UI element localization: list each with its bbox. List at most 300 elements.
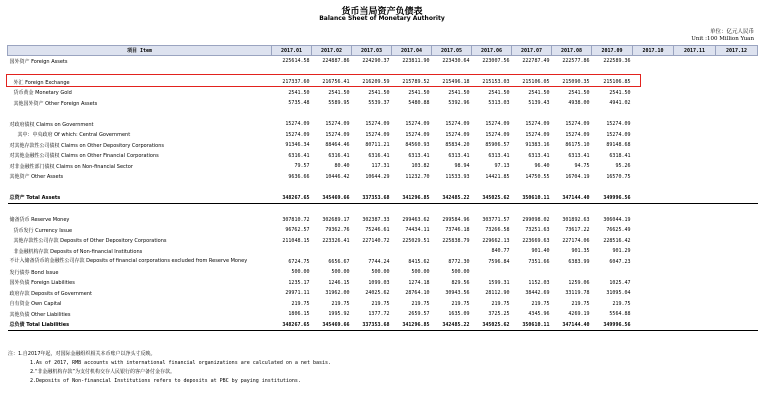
table-row <box>8 236 758 247</box>
row-label: 对其他金融性公司债权 Claims on Other Financial Corporations <box>9 153 159 160</box>
table-cell: 303771.57 <box>482 216 510 223</box>
table-cell: 349996.56 <box>592 320 633 331</box>
table-cell <box>716 151 758 162</box>
table-cell: 15274.09 <box>325 131 350 138</box>
table-cell: 86175.10 <box>565 142 590 149</box>
column-header: 2017.03 <box>352 46 392 56</box>
table-cell: 500.00 <box>411 269 430 276</box>
table-cell <box>633 288 674 299</box>
table-cell: 91383.16 <box>525 142 550 149</box>
table-cell: 211048.15 <box>282 237 310 244</box>
table-cell: 96.40 <box>534 163 550 170</box>
table-cell: 11232.70 <box>405 173 430 180</box>
table-row <box>8 193 758 204</box>
table-cell: 219.75 <box>451 300 470 307</box>
table-cell: 4941.02 <box>609 100 631 107</box>
column-header-item: 项目 Item <box>8 46 272 56</box>
table-cell: 15274.09 <box>285 131 310 138</box>
table-cell <box>633 77 674 88</box>
table-cell: 31095.04 <box>606 290 631 297</box>
table-cell <box>633 299 674 310</box>
table-cell <box>633 257 674 268</box>
table-cell: 15274.09 <box>525 131 550 138</box>
table-cell: 15274.09 <box>405 131 430 138</box>
table-cell: 500.00 <box>331 269 350 276</box>
table-row <box>8 288 758 299</box>
table-cell <box>392 246 432 257</box>
table-cell: 6313.41 <box>528 152 550 159</box>
table-cell: 500.00 <box>371 269 390 276</box>
table-cell: 219.75 <box>371 300 390 307</box>
unit-cn: 单位：亿元人民币 <box>709 29 754 35</box>
row-label: 国外负债 Foreign Liabilities <box>9 280 75 287</box>
table-cell <box>674 236 716 247</box>
table-cell: 219.75 <box>531 300 550 307</box>
table-cell: 2541.50 <box>528 89 550 96</box>
table-cell: 829.56 <box>451 279 470 286</box>
table-cell <box>633 215 674 226</box>
table-cell <box>674 257 716 268</box>
table-cell: 215789.52 <box>402 79 430 86</box>
table-row <box>8 140 758 151</box>
table-cell: 223007.56 <box>482 58 510 65</box>
table-cell <box>674 172 716 183</box>
table-cell: 84560.93 <box>405 142 430 149</box>
table-cell <box>674 320 716 331</box>
table-row <box>8 267 758 278</box>
table-cell: 6047.23 <box>609 258 631 265</box>
table-cell <box>674 161 716 172</box>
table-cell <box>716 288 758 299</box>
table-cell: 222787.49 <box>522 58 550 65</box>
table-cell: 2541.50 <box>488 89 510 96</box>
table-cell: 1377.72 <box>368 311 390 318</box>
table-cell <box>633 161 674 172</box>
table-cell <box>633 130 674 141</box>
table-cell: 5139.43 <box>528 100 550 107</box>
table-cell: 73251.63 <box>525 227 550 234</box>
table-cell: 80711.21 <box>365 142 390 149</box>
table-cell: 223430.64 <box>442 58 470 65</box>
table-cell: 30943.56 <box>445 290 470 297</box>
row-spacer <box>8 182 758 193</box>
row-label: 其中：中央政府 Of which: Central Government <box>17 132 131 139</box>
table-row <box>8 151 758 162</box>
table-cell: 347144.40 <box>552 320 592 331</box>
table-cell <box>716 119 758 130</box>
row-spacer <box>8 109 758 120</box>
table-cell: 1025.47 <box>609 279 631 286</box>
table-cell: 215496.18 <box>442 79 470 86</box>
table-cell: 31962.00 <box>325 290 350 297</box>
table-cell: 301892.63 <box>562 216 590 223</box>
table-cell: 89148.68 <box>606 142 631 149</box>
unit-en: Unit :100 Million Yuan <box>691 36 754 42</box>
row-label: 总资产 Total Assets <box>8 193 272 204</box>
column-header: 2017.11 <box>674 46 716 56</box>
table-cell <box>633 320 674 331</box>
table-cell: 307810.72 <box>282 216 310 223</box>
table-cell: 229662.13 <box>482 237 510 244</box>
table-cell <box>716 56 758 67</box>
table-cell: 349996.56 <box>592 193 633 204</box>
table-cell <box>674 215 716 226</box>
table-cell <box>633 278 674 289</box>
row-label: 发行债券 Bond Issue <box>9 269 59 276</box>
table-cell: 225029.51 <box>402 237 430 244</box>
table-cell: 76625.49 <box>606 227 631 234</box>
table-cell: 224887.86 <box>322 58 350 65</box>
table-cell: 15274.09 <box>525 121 550 128</box>
table-cell: 1599.31 <box>488 279 510 286</box>
table-cell: 88464.46 <box>325 142 350 149</box>
table-cell: 6383.99 <box>568 258 590 265</box>
table-cell: 299584.96 <box>442 216 470 223</box>
footnote-line: 2.“非金融机构存款”为支付机构交存人民银行的客户备付金存款。 <box>30 369 175 375</box>
table-cell: 28764.10 <box>405 290 430 297</box>
table-cell: 85834.20 <box>445 142 470 149</box>
row-label: 其他国外资产 Other Foreign Assets <box>13 100 98 107</box>
table-cell: 79.57 <box>294 163 310 170</box>
table-cell: 350610.11 <box>512 193 552 204</box>
table-cell <box>716 161 758 172</box>
table-cell: 6318.41 <box>609 152 631 159</box>
table-row <box>8 278 758 289</box>
table-cell <box>716 88 758 99</box>
row-label: 不计入储备货币的金融性公司存款 Deposits of financial corporations excluded from Reserve Money <box>9 258 248 264</box>
table-cell: 94.75 <box>574 163 590 170</box>
table-cell: 14421.85 <box>485 173 510 180</box>
table-cell <box>633 309 674 320</box>
table-cell <box>674 151 716 162</box>
table-cell: 2541.50 <box>408 89 430 96</box>
table-row <box>8 320 758 331</box>
table-cell: 85906.57 <box>485 142 510 149</box>
table-cell: 225614.58 <box>282 58 310 65</box>
table-header-row <box>8 46 758 56</box>
table-cell: 224290.37 <box>362 58 390 65</box>
row-label: 储备货币 Reserve Money <box>9 217 70 224</box>
table-cell <box>716 257 758 268</box>
table-cell: 91346.34 <box>285 142 310 149</box>
table-cell <box>633 193 674 204</box>
column-header: 2017.07 <box>512 46 552 56</box>
table-cell <box>674 98 716 109</box>
table-cell <box>633 98 674 109</box>
row-spacer <box>8 67 758 78</box>
spacer-cell <box>8 109 758 120</box>
table-cell: 15274.09 <box>565 121 590 128</box>
table-cell: 7744.24 <box>368 258 390 265</box>
row-label: 货币发行 Currency Issue <box>13 227 73 234</box>
column-header: 2017.09 <box>592 46 633 56</box>
table-cell: 2541.50 <box>609 89 631 96</box>
table-cell: 2541.50 <box>368 89 390 96</box>
table-cell <box>512 267 552 278</box>
table-cell: 15274.09 <box>565 131 590 138</box>
table-cell: 5480.88 <box>408 100 430 107</box>
table-cell: 73617.22 <box>565 227 590 234</box>
table-cell: 1635.09 <box>448 311 470 318</box>
table-cell: 9636.66 <box>288 173 310 180</box>
table-cell: 222577.86 <box>562 58 590 65</box>
row-label: 对其他存款性公司债权 Claims on Other Depository Corporations <box>9 142 165 149</box>
table-row <box>8 119 758 130</box>
row-label: 其他负债 Other Liabilities <box>9 311 71 318</box>
table-cell: 4345.96 <box>528 311 550 318</box>
table-cell: 219.75 <box>291 300 310 307</box>
table-cell: 1152.03 <box>528 279 550 286</box>
table-cell: 5392.96 <box>448 100 470 107</box>
table-cell: 500.00 <box>451 269 470 276</box>
table-cell: 219.75 <box>411 300 430 307</box>
table-cell: 5589.95 <box>328 100 350 107</box>
table-cell: 6316.41 <box>328 152 350 159</box>
table-cell: 8415.62 <box>408 258 430 265</box>
row-label: 非金融机构存款 Deposits of Non-financial Institutions <box>13 248 143 255</box>
table-cell <box>716 193 758 204</box>
table-cell: 5539.37 <box>368 100 390 107</box>
table-cell: 28112.90 <box>485 290 510 297</box>
row-label: 对政府债权 Claims on Government <box>9 121 94 128</box>
row-label: 货币黄金 Monetary Gold <box>13 90 72 97</box>
table-cell: 222589.36 <box>603 58 631 65</box>
table-cell: 2541.50 <box>568 89 590 96</box>
table-cell: 345469.66 <box>312 320 352 331</box>
table-cell: 16570.75 <box>606 173 631 180</box>
table-row <box>8 130 758 141</box>
table-cell <box>633 267 674 278</box>
table-cell: 299098.02 <box>522 216 550 223</box>
table-cell: 2541.50 <box>288 89 310 96</box>
table-cell <box>716 77 758 88</box>
table-row <box>8 257 758 268</box>
table-cell <box>633 151 674 162</box>
spacer-cell <box>8 67 758 78</box>
table-cell <box>716 267 758 278</box>
row-spacer <box>8 204 758 215</box>
table-cell: 345469.66 <box>312 193 352 204</box>
column-header: 2017.08 <box>552 46 592 56</box>
table-cell: 500.00 <box>291 269 310 276</box>
table-cell: 73266.58 <box>485 227 510 234</box>
row-label: 对非金融性部门债权 Claims on Non-financial Sector <box>9 163 133 170</box>
table-cell: 6724.75 <box>288 258 310 265</box>
table-cell <box>716 278 758 289</box>
table-cell: 215106.05 <box>522 79 550 86</box>
table-cell: 215090.35 <box>562 79 590 86</box>
table-cell: 11533.93 <box>445 173 470 180</box>
footnotes <box>8 350 331 386</box>
table-cell: 15274.09 <box>445 131 470 138</box>
table-cell: 80.40 <box>334 163 350 170</box>
table-cell <box>716 172 758 183</box>
table-cell: 15274.09 <box>365 131 390 138</box>
table-cell <box>472 267 512 278</box>
table-cell <box>674 278 716 289</box>
table-cell: 5313.03 <box>488 100 510 107</box>
table-cell: 98.94 <box>454 163 470 170</box>
table-cell: 6313.41 <box>488 152 510 159</box>
table-cell <box>716 225 758 236</box>
table-cell: 216756.41 <box>322 79 350 86</box>
table-cell: 337353.68 <box>352 193 392 204</box>
table-cell: 901.35 <box>571 248 590 255</box>
table-cell: 15274.09 <box>365 121 390 128</box>
table-cell: 350610.11 <box>512 320 552 331</box>
table-cell: 33119.78 <box>565 290 590 297</box>
table-cell: 341296.85 <box>392 193 432 204</box>
table-cell: 227174.06 <box>562 237 590 244</box>
table-cell: 1235.17 <box>288 279 310 286</box>
table-cell: 1259.06 <box>568 279 590 286</box>
table-cell: 15274.09 <box>325 121 350 128</box>
table-cell <box>674 288 716 299</box>
table-cell <box>674 130 716 141</box>
table-cell <box>674 309 716 320</box>
table-cell <box>674 56 716 67</box>
table-cell: 15274.09 <box>606 121 631 128</box>
table-cell: 15274.09 <box>405 121 430 128</box>
table-cell <box>633 172 674 183</box>
table-cell <box>633 88 674 99</box>
table-row <box>8 246 758 257</box>
table-cell: 2541.50 <box>328 89 350 96</box>
table-cell: 24025.62 <box>365 290 390 297</box>
row-label: 外汇 Foreign Exchange <box>13 79 70 86</box>
column-header: 2017.12 <box>716 46 758 56</box>
table-cell: 15274.09 <box>485 131 510 138</box>
table-cell: 342485.22 <box>432 320 472 331</box>
table-cell <box>633 225 674 236</box>
table-cell: 1099.03 <box>368 279 390 286</box>
table-cell: 219.75 <box>612 300 631 307</box>
column-header: 2017.04 <box>392 46 432 56</box>
table-cell: 348267.65 <box>272 320 312 331</box>
table-cell: 2659.57 <box>408 311 430 318</box>
table-cell <box>716 309 758 320</box>
table-cell <box>674 267 716 278</box>
table-cell: 217337.60 <box>282 79 310 86</box>
balance-sheet-table <box>7 45 758 331</box>
table-cell <box>674 299 716 310</box>
table-cell: 29971.11 <box>285 290 310 297</box>
row-label: 国外资产 Foreign Assets <box>9 58 68 65</box>
table-row <box>8 172 758 183</box>
table-cell: 223811.90 <box>402 58 430 65</box>
column-header: 2017.06 <box>472 46 512 56</box>
table-cell <box>312 246 352 257</box>
table-cell: 219.75 <box>331 300 350 307</box>
table-cell: 345025.62 <box>472 193 512 204</box>
table-cell: 227140.72 <box>362 237 390 244</box>
table-cell: 1995.92 <box>328 311 350 318</box>
table-cell <box>633 246 674 257</box>
table-cell <box>674 119 716 130</box>
table-cell <box>352 246 392 257</box>
table-cell: 6313.41 <box>448 152 470 159</box>
table-cell <box>674 225 716 236</box>
table-cell: 75246.61 <box>365 227 390 234</box>
table-cell: 219.75 <box>491 300 510 307</box>
table-cell: 215153.03 <box>482 79 510 86</box>
table-cell: 95.26 <box>615 163 631 170</box>
table-cell: 4938.00 <box>568 100 590 107</box>
table-cell: 15274.09 <box>485 121 510 128</box>
table-cell: 73746.18 <box>445 227 470 234</box>
table-cell: 306044.19 <box>603 216 631 223</box>
table-cell <box>716 140 758 151</box>
table-cell: 79362.76 <box>325 227 350 234</box>
table-cell: 10644.29 <box>365 173 390 180</box>
table-cell <box>716 98 758 109</box>
table-cell: 6313.41 <box>568 152 590 159</box>
column-header: 2017.10 <box>633 46 674 56</box>
table-cell: 103.82 <box>411 163 430 170</box>
row-label: 自有资金 Own Capital <box>9 301 62 308</box>
table-row <box>8 161 758 172</box>
column-header: 2017.05 <box>432 46 472 56</box>
table-cell <box>633 56 674 67</box>
table-cell: 342485.22 <box>432 193 472 204</box>
row-label: 总负债 Total Liabilities <box>8 320 272 331</box>
row-label: 其他存款性公司存款 Deposits of Other Depository Corporations <box>13 238 167 245</box>
table-cell: 341296.85 <box>392 320 432 331</box>
table-cell <box>716 246 758 257</box>
table-cell <box>674 88 716 99</box>
table-cell <box>716 299 758 310</box>
footnote-line: 1.As of 2017, RMB accounts with international financial organizations are calculated on a net basis. <box>30 360 332 366</box>
table-cell: 901.29 <box>612 248 631 255</box>
table-cell <box>674 140 716 151</box>
table-cell: 5564.88 <box>609 311 631 318</box>
table-cell: 302689.17 <box>322 216 350 223</box>
table-cell: 8772.30 <box>448 258 470 265</box>
table-cell: 7596.84 <box>488 258 510 265</box>
table-cell: 16704.19 <box>565 173 590 180</box>
table-cell: 6656.67 <box>328 258 350 265</box>
table-cell: 6316.41 <box>368 152 390 159</box>
table-cell <box>716 215 758 226</box>
table-cell <box>716 130 758 141</box>
table-cell: 216209.59 <box>362 79 390 86</box>
table-cell: 901.40 <box>531 248 550 255</box>
table-cell <box>716 236 758 247</box>
table-cell <box>633 140 674 151</box>
table-cell: 4269.19 <box>568 311 590 318</box>
table-cell: 228516.42 <box>603 237 631 244</box>
table-cell <box>432 246 472 257</box>
table-cell: 347144.40 <box>552 193 592 204</box>
footnote-line: 注：1.自2017年起，对国际金融组织相关本币账户以净头寸反映。 <box>8 351 156 357</box>
table-cell <box>716 320 758 331</box>
row-label: 其他资产 Other Assets <box>9 174 64 181</box>
table-cell <box>633 119 674 130</box>
table-cell: 219.75 <box>571 300 590 307</box>
table-cell: 223326.41 <box>322 237 350 244</box>
table-cell: 337353.68 <box>352 320 392 331</box>
table-cell: 15274.09 <box>445 121 470 128</box>
table-cell <box>674 77 716 88</box>
table-cell: 7351.66 <box>528 258 550 265</box>
table-cell: 345025.62 <box>472 320 512 331</box>
table-cell: 302387.33 <box>362 216 390 223</box>
table-cell: 38442.69 <box>525 290 550 297</box>
table-cell <box>674 193 716 204</box>
table-cell <box>674 246 716 257</box>
table-cell <box>272 246 312 257</box>
table-cell: 225838.79 <box>442 237 470 244</box>
